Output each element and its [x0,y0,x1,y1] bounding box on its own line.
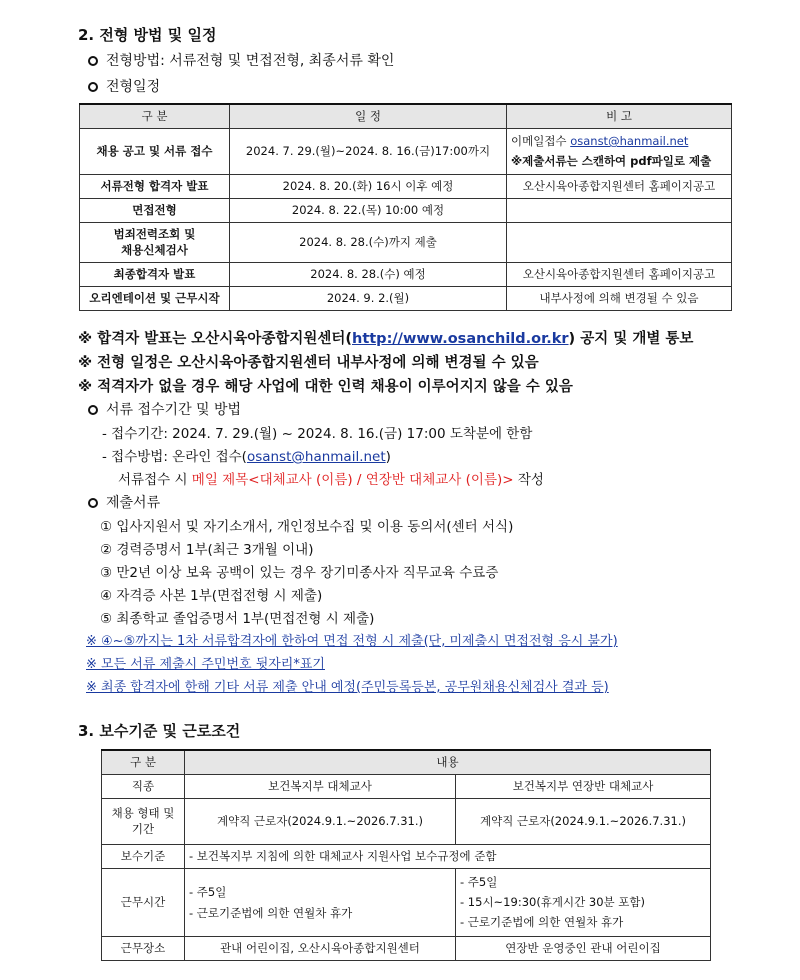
blue-note: ※ 모든 서류 제출시 주민번호 뒷자리*표기 [86,657,325,672]
table-row [80,262,732,286]
row-date: 2024. 8. 28.(수)까지 제출 [230,222,507,262]
row-label: 최종합격자 발표 [80,262,230,286]
table-row [80,128,732,174]
table-row [102,844,711,868]
cell-b: 계약직 근로자(2024.9.1.~2026.7.31.) [456,798,711,844]
circle-bullet-icon [88,56,98,66]
email-subject-instruction: 서류접수 시 메일 제목<대체교사 (이름) / 연장반 대체교사 (이름)> 작성 [118,472,544,488]
row-date: 2024. 8. 20.(화) 16시 이후 예정 [230,174,507,198]
header-schedule: 일 정 [230,104,507,128]
row-label: 오리엔테이션 및 근무시작 [80,286,230,310]
row-note: 이메일접수 osanst@hanmail.net ※제출서류는 스캔하여 pdf파일로 제출 [507,128,732,174]
header-category: 구 분 [80,104,230,128]
method-text: 전형방법: 서류전형 및 면접전형, 최종서류 확인 [106,53,395,69]
website-link[interactable]: http://www.osanchild.or.kr [352,331,569,347]
docs-title: 제출서류 [106,495,161,511]
row-label: 근무시간 [102,868,185,936]
row-date: 2024. 8. 22.(목) 10:00 예정 [230,198,507,222]
cell-b: 보건복지부 연장반 대체교사 [456,774,711,798]
cell-a: 보건복지부 대체교사 [185,774,456,798]
schedule-label: 전형일정 [106,79,161,95]
apply-email-link[interactable]: osanst@hanmail.net [246,449,386,465]
table-row [80,174,732,198]
circle-bullet-icon [88,498,98,508]
cell-pay: - 보건복지부 지침에 의한 대체교사 지원사업 보수규정에 준함 [185,844,711,868]
row-date: 2024. 7. 29.(월)~2024. 8. 16.(금)17:00까지 [230,128,507,174]
cell-b: 연장반 운영중인 관내 어린이집 [456,936,711,960]
note-announcement: ※ 합격자 발표는 오산시육아종합지원센터(http://www.osanchild.or.kr) 공지 및 개별 통보 [78,331,694,347]
row-label: 범죄전력조회 및 채용신체검사 [80,222,230,262]
cell-a: 관내 어린이집, 오산시육아종합지원센터 [185,936,456,960]
conditions-table [101,749,711,961]
table-row [102,798,711,844]
row-label: 면접전형 [80,198,230,222]
note-schedule-change: ※ 전형 일정은 오산시육아종합지원센터 내부사정에 의해 변경될 수 있음 [78,355,539,371]
header-remarks: 비 고 [507,104,732,128]
table-row [102,774,711,798]
row-date: 2024. 8. 28.(수) 예정 [230,262,507,286]
table-row [80,286,732,310]
section2-title: 2. 전형 방법 및 일정 [78,26,217,44]
doc-item: ④ 자격증 사본 1부(면접전형 시 제출) [100,588,323,604]
apply-bullet [88,399,241,419]
row-note: 오산시육아종합지원센터 홈페이지공고 [507,174,732,198]
doc-item: ① 입사지원서 및 자기소개서, 개인정보수집 및 이용 동의서(센터 서식) [100,519,514,535]
row-label: 서류전형 합격자 발표 [80,174,230,198]
blue-note: ※ ④~⑤까지는 1차 서류합격자에 한하여 면접 전형 시 제출(단, 미제출시 면접전형 응시 불가) [86,634,618,649]
header-category: 구 분 [102,750,185,774]
table-row [102,868,711,936]
cell-a: 계약직 근로자(2024.9.1.~2026.7.31.) [185,798,456,844]
doc-item: ② 경력증명서 1부(최근 3개월 이내) [100,542,314,558]
apply-period: - 접수기간: 2024. 7. 29.(월) ~ 2024. 8. 16.(금) 17:00 도착분에 한함 [102,426,533,442]
method-bullet [88,50,394,70]
schedule-table [79,103,732,311]
doc-item: ③ 만2년 이상 보육 공백이 있는 경우 장기미종사자 직무교육 수료증 [100,565,499,581]
row-note: 내부사정에 의해 변경될 수 있음 [507,286,732,310]
circle-bullet-icon [88,82,98,92]
doc-item: ⑤ 최종학교 졸업증명서 1부(면접전형 시 제출) [100,611,375,627]
apply-title: 서류 접수기간 및 방법 [106,402,242,418]
schedule-bullet [88,76,160,96]
row-label: 채용 형태 및 기간 [102,798,185,844]
section3-title: 3. 보수기준 및 근로조건 [78,722,241,740]
row-label: 보수기준 [102,844,185,868]
apply-method: - 접수방법: 온라인 접수(osanst@hanmail.net) [102,449,391,465]
row-date: 2024. 9. 2.(월) [230,286,507,310]
row-label: 채용 공고 및 서류 접수 [80,128,230,174]
blue-note: ※ 최종 합격자에 한해 기타 서류 제출 안내 예정(주민등록등본, 공무원채용신체검사 결과 등) [86,680,609,695]
cell-b: - 주5일 - 15시~19:30(휴게시간 30분 포함) - 근로기준법에 의한 연월차 휴가 [456,868,711,936]
row-note: 오산시육아종합지원센터 홈페이지공고 [507,262,732,286]
circle-bullet-icon [88,405,98,415]
cell-a: - 주5일 - 근로기준법에 의한 연월차 휴가 [185,868,456,936]
row-label: 직종 [102,774,185,798]
note-no-hire: ※ 적격자가 없을 경우 해당 사업에 대한 인력 채용이 이루어지지 않을 수 있음 [78,379,573,395]
table-row [80,222,732,262]
row-note [507,222,732,262]
row-label: 근무장소 [102,936,185,960]
table-row [102,936,711,960]
row-note [507,198,732,222]
email-link[interactable]: osanst@hanmail.net [570,134,689,148]
header-content: 내용 [185,750,711,774]
table-row [80,198,732,222]
docs-bullet [88,492,160,512]
